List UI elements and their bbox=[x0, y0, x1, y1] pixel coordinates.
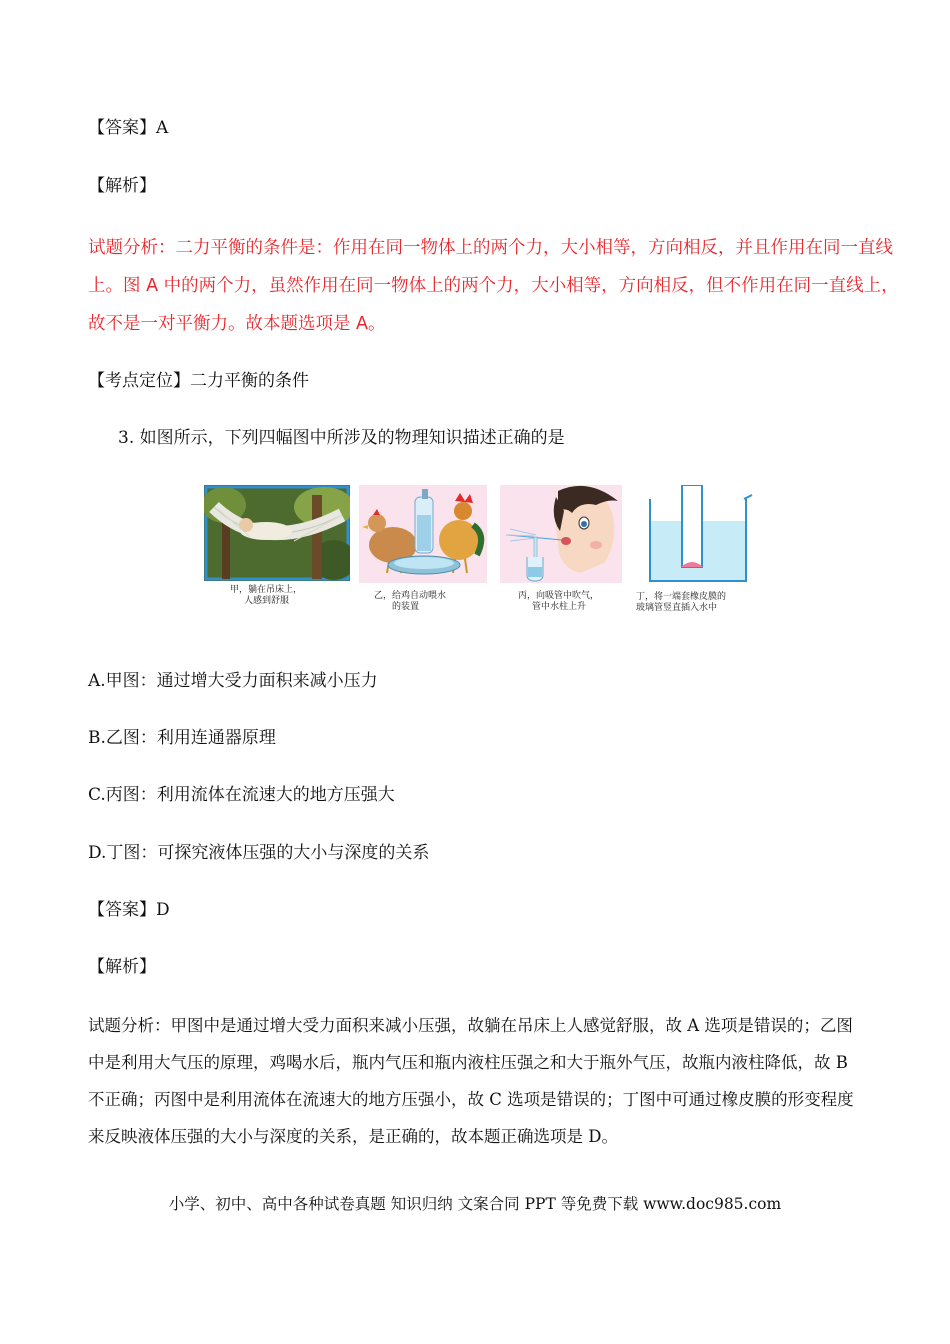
tube-in-water-image bbox=[634, 485, 764, 585]
hammock-image bbox=[204, 485, 350, 581]
analysis-heading-q2: 【解析】 bbox=[88, 176, 156, 196]
analysis-text-q3: 试题分析：甲图中是通过增大受力面积来减小压强，故躺在吊床上人感觉舒服，故 A 选项是错误的；乙图中是利用大气压的原理，鸡喝水后，瓶内气压和瓶内液柱压强之和大于瓶外气压，故瓶内液柱降低，故 B 不正确；丙图中是利用流体在流速大的地方压强小，故 C 选项是错误的；丁图中可通过橡皮膜的形变程度来反映液体压强的大小与深度的关系，是正确的，故本题正确选项是 D。 bbox=[88, 1016, 854, 1146]
analysis-line: 故不是一对平衡力。故本题选项是 A。 bbox=[88, 314, 386, 334]
caption-yi: 乙，给鸡自动喂水 的装置 bbox=[374, 591, 447, 612]
answer-label-q2: 【答案】A bbox=[88, 118, 169, 138]
footer-text: 小学、初中、高中各种试卷真题 知识归纳 文案合同 PPT 等免费下载 www.doc985.com bbox=[168, 1195, 782, 1213]
option-b: B.乙图：利用连通器原理 bbox=[88, 728, 276, 748]
question-3-figure bbox=[204, 485, 764, 615]
question-3-stem: 3. 如图所示，下列四幅图中所涉及的物理知识描述正确的是 bbox=[118, 428, 565, 448]
option-c: C.丙图：利用流体在流速大的地方压强大 bbox=[88, 785, 395, 805]
analysis-heading-q3: 【解析】 bbox=[88, 957, 156, 977]
chicken-waterer-image bbox=[359, 485, 487, 583]
analysis-line: 试题分析：二力平衡的条件是：作用在同一物体上的两个力，大小相等，方向相反，并且作用在同一直线 bbox=[88, 238, 893, 258]
answer-label-q3: 【答案】D bbox=[88, 900, 170, 920]
caption-jia: 甲，躺在吊床上， 人感到舒服 bbox=[230, 585, 303, 606]
caption-bing: 丙，向吸管中吹气， 管中水柱上升 bbox=[518, 591, 600, 612]
option-a: A.甲图：通过增大受力面积来减小压力 bbox=[88, 671, 378, 691]
caption-ding: 丁，将一端套橡皮膜的 玻璃管竖直插入水中 bbox=[636, 592, 727, 613]
option-d: D.丁图：可探究液体压强的大小与深度的关系 bbox=[88, 843, 430, 863]
analysis-line: 上。图 A 中的两个力，虽然作用在同一物体上的两个力，大小相等，方向相反，但不作用在同一直线上， bbox=[88, 276, 899, 296]
straw-blowing-image bbox=[500, 485, 622, 583]
topic-label: 【考点定位】二力平衡的条件 bbox=[88, 371, 309, 391]
